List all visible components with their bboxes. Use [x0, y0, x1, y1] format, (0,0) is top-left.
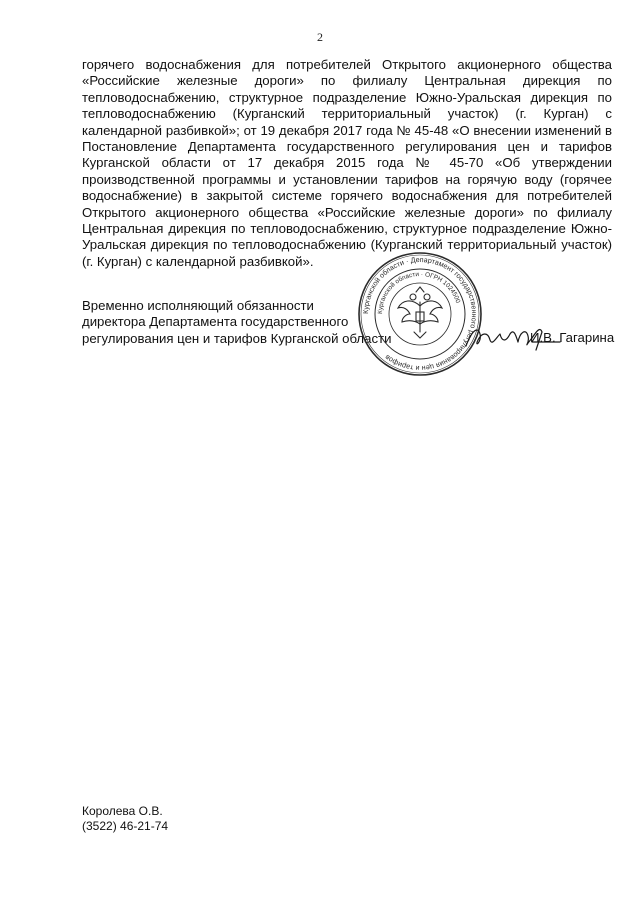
signature-block: [82, 298, 392, 347]
signer-position-line-1: Временно исполняющий обязанности: [82, 298, 314, 313]
body-paragraph: горячего водоснабжения для потребителей Открытого акционерного общества «Российские железные дороги» по филиалу Центральная дирекция по тепловодоснабжению, структурное подразделение Южно-Уральская дирекция по тепловодоснабжению (Курганский территориальный участок) (г. Курган) с календарной разбивкой»; от 19 декабря 2017 года № 45-48 «О внесении изменений в Постановление Департамента государственного регулирования цен и тарифов Курганской области от 17 декабря 2015 года № 45-70 «Об утверждении производственной программы и установлении тарифов на горячую воду (горячее водоснабжение) в закрытой системе горячего водоснабжения для потребителей Открытого акционерного общества «Российские железные дороги» по филиалу Центральная дирекция по тепловодоснабжению, структурное подразделение Южно-Уральская дирекция по тепловодоснабжению (Курганский территориальный участок) (г. Курган) с календарной разбивкой».: [82, 57, 612, 269]
signer-name: И.В. Гагарина: [530, 330, 615, 345]
seal-outer-text: Курганской области · Департамент государственного регулирования цен и тарифов: [360, 254, 480, 374]
seal-inner-text: Курганской области · ОГРН 1024500: [376, 270, 462, 315]
page-number: 2: [317, 30, 323, 44]
official-seal: [356, 250, 484, 378]
signer-position-line-3: регулирования цен и тарифов Курганской области: [82, 330, 392, 346]
contact-name: Королева О.В.: [82, 804, 163, 818]
contact-phone: (3522) 46-21-74: [82, 819, 169, 833]
contact-info: [82, 804, 168, 834]
eagle-emblem-icon: [398, 287, 442, 338]
signer-position-line-2: директора Департамента государственного: [82, 314, 349, 330]
